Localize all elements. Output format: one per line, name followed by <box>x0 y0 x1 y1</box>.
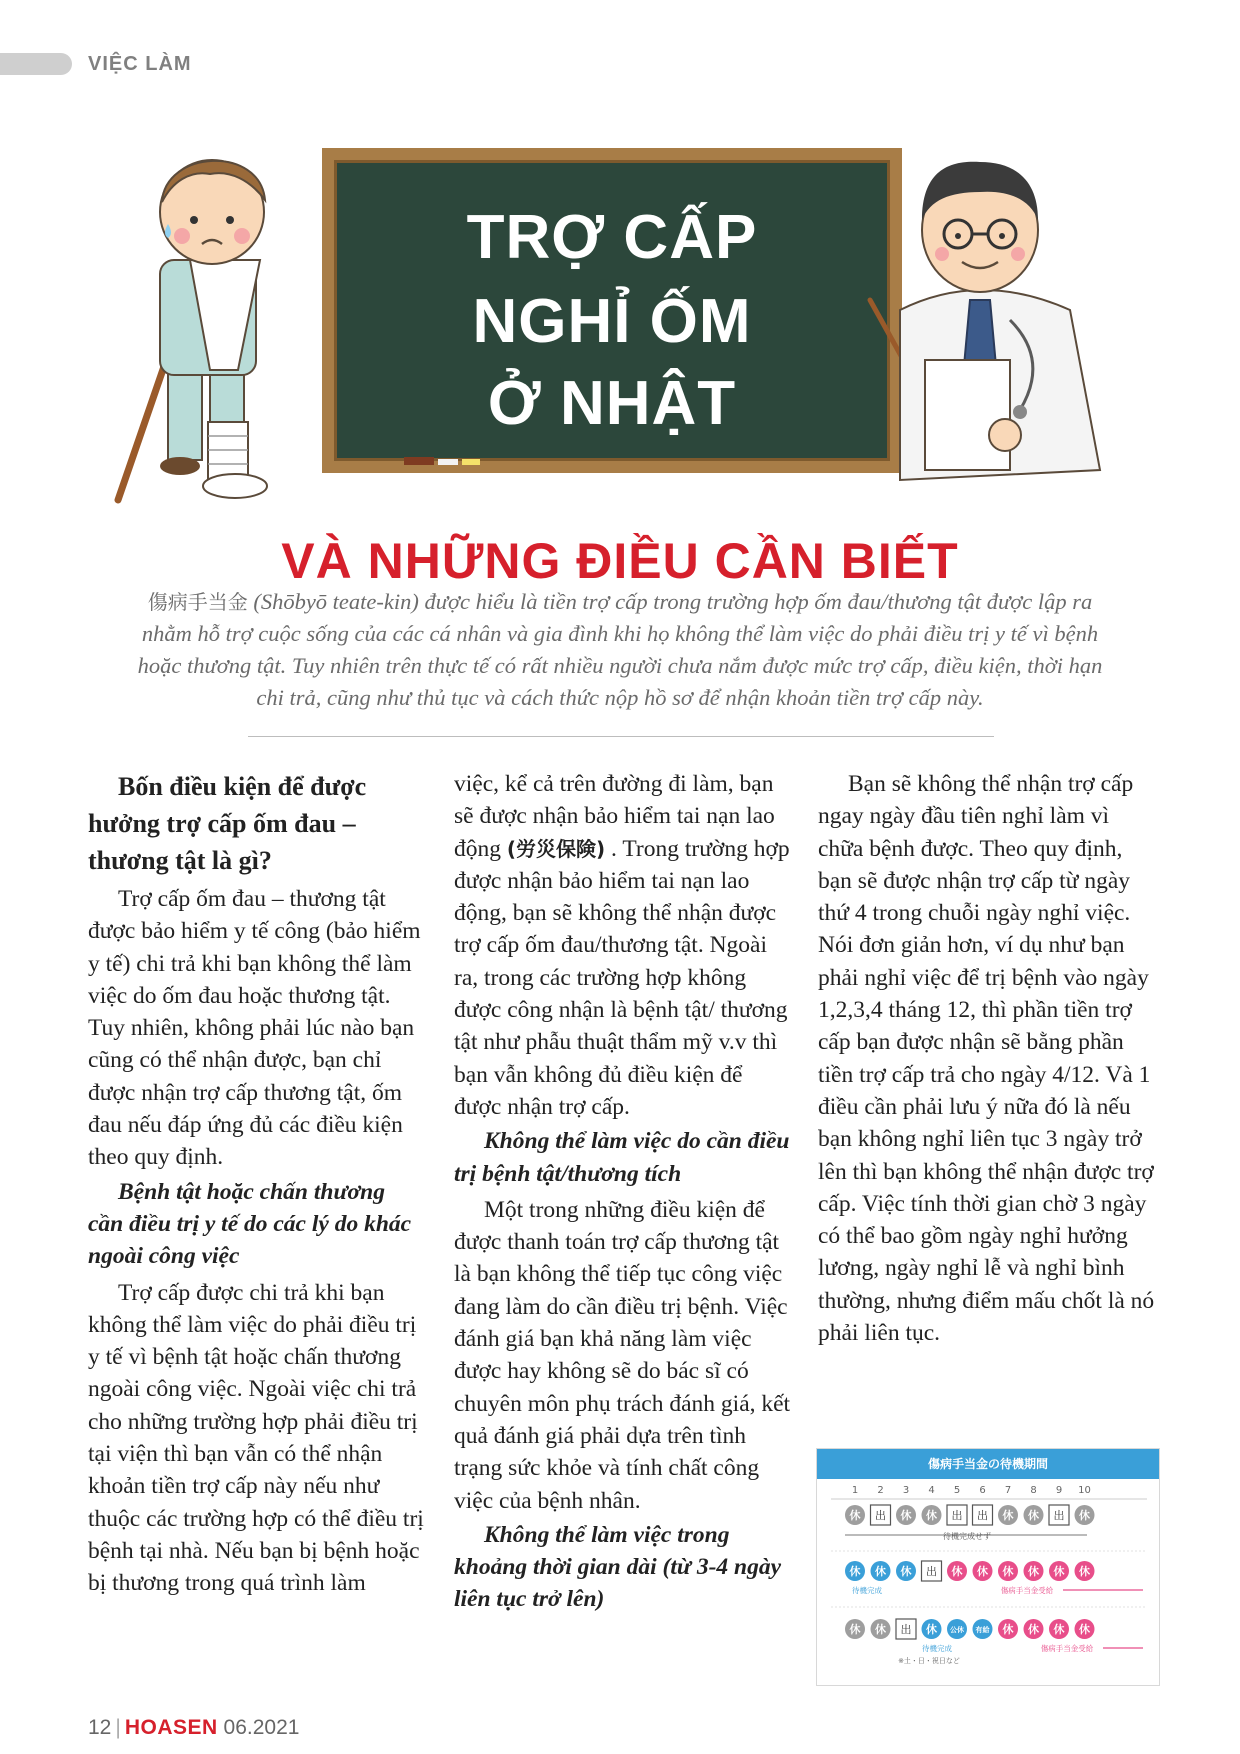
waiting-label: 待機完成 <box>852 1586 882 1595</box>
title-line-3: Ở NHẬT <box>487 369 737 438</box>
col1-subheading: Bệnh tật hoặc chấn thương cần điều trị y tế do các lý do khác ngoài công việc <box>88 1178 412 1270</box>
rest-day-label: 休 <box>1028 1565 1039 1578</box>
rest-day-label: 休 <box>926 1623 937 1636</box>
waiting-period-diagram <box>816 1448 1160 1686</box>
magazine-brand: HOASEN <box>124 1716 218 1739</box>
rest-day-label: 休 <box>1053 1623 1065 1636</box>
benefit-label: 傷病手当金受給 <box>1040 1644 1094 1653</box>
col2-paragraph-2: Một trong những điều kiện để được thanh toán trợ cấp thương tật là bạn không thể tiếp tục công việc đang làm do cần điều trị bệnh. Việc đánh giá bạn khả năng làm việc được hay không sẽ do bác sĩ có chuyên môn phụ trách đánh giá, kết quả đánh giá phải dựa trên tình trạng sức khỏe và tính chất công việc của bệnh nhân. <box>454 1196 791 1514</box>
day-label: 4 <box>928 1485 935 1496</box>
day-label: 3 <box>902 1485 910 1496</box>
injured-boy-illustration <box>110 140 310 510</box>
work-day-label: 出 <box>875 1509 886 1522</box>
rest-day-label: 有給 <box>975 1626 990 1634</box>
title-line-2: NGHỈ ỐM <box>472 287 752 356</box>
chalkboard <box>322 148 902 473</box>
col2-subheading-1: Không thể làm việc do cần điều trị bệnh tật/thương tích <box>454 1128 790 1187</box>
day-label: 1 <box>851 1485 859 1496</box>
section-heading: Bốn điều kiện để được hưởng trợ cấp ốm đau – thương tật là gì? <box>88 772 367 875</box>
day-label: 8 <box>1030 1485 1037 1496</box>
row-note: 待機完成せず <box>943 1532 991 1541</box>
column-2 <box>454 768 794 1620</box>
rest-day-label: 公休 <box>950 1626 964 1634</box>
work-day-label: 出 <box>926 1565 937 1578</box>
col2-subheading-2: Không thể làm việc trong khoảng thời gian dài (từ 3-4 ngày liên tục trở lên) <box>454 1521 782 1613</box>
rest-day-label: 休 <box>1028 1509 1039 1522</box>
diagram-footnote: ※土・日・祝日など <box>898 1657 960 1665</box>
page-footer <box>88 1716 299 1740</box>
rest-day-label: 休 <box>1002 1565 1014 1578</box>
rest-day-label: 休 <box>1079 1623 1090 1636</box>
rest-day-label: 休 <box>900 1565 912 1578</box>
rest-day-label: 休 <box>875 1565 886 1578</box>
day-label: 6 <box>979 1485 986 1496</box>
issue-date: 06.2021 <box>223 1716 300 1739</box>
column-1 <box>88 768 424 1600</box>
rest-day-label: 休 <box>1079 1565 1090 1578</box>
hero <box>110 140 1130 510</box>
section-tab <box>0 53 72 75</box>
footer-separator: | <box>115 1716 121 1739</box>
work-day-label: 出 <box>900 1623 912 1636</box>
col3-paragraph-1: Bạn sẽ không thể nhận trợ cấp ngay ngày đầu tiên nghỉ làm vì chữa bệnh được. Theo quy định, bạn sẽ được nhận trợ cấp từ ngày thứ 4 trong chuỗi ngày nghỉ việc. Nói đơn giản hơn, ví dụ như bạn phải nghỉ việc để trị bệnh vào ngày 1,2,3,4 tháng 12, thì phần tiền trợ cấp bạn được nhận sẽ bằng phần tiền trợ cấp trả cho ngày 4/12. Và 1 điều cần phải lưu ý nữa đó là nếu bạn không nghỉ liên tục 3 ngày trở lên thì bạn không thể nhận được trợ cấp. Việc tính thời gian chờ 3 ngày có thể bao gồm ngày nghỉ hưởng lương, ngày nghỉ lễ và nghỉ bình thường, nhưng điểm mấu chốt là nó phải liên tục. <box>818 771 1155 1347</box>
work-day-label: 出 <box>951 1509 963 1522</box>
intro-divider <box>248 736 994 737</box>
col2-jp-term: (労災保険) <box>506 836 606 861</box>
white-chalk <box>438 459 458 465</box>
intro-jp-term: 傷病手当金 <box>147 590 248 614</box>
rest-day-label: 休 <box>926 1509 937 1522</box>
rest-day-label: 休 <box>1079 1509 1090 1522</box>
col2-text-a: việc, kể cả trên đường đi làm, bạn sẽ được nhận bảo hiểm tai nạn lao động <box>454 771 775 862</box>
eraser <box>404 457 434 465</box>
page-number: 12 <box>88 1716 112 1739</box>
day-label: 10 <box>1078 1485 1091 1496</box>
chalk-ledge <box>374 455 484 465</box>
col1-paragraph-1: Trợ cấp ốm đau – thương tật được bảo hiểm y tế công (bảo hiểm y tế) chi trả khi bạn không thể làm việc do ốm đau hoặc thương tật. Tuy nhiên, không phải lúc nào bạn cũng có thể nhận được, bạn chỉ được nhận trợ cấp thương tật, ốm đau nếu đáp ứng đủ các điều kiện theo quy định. <box>88 886 421 1171</box>
rest-day-label: 休 <box>875 1623 886 1636</box>
rest-day-label: 休 <box>951 1565 963 1578</box>
rest-day-label: 休 <box>849 1565 861 1578</box>
rest-day-label: 休 <box>1002 1509 1014 1522</box>
yellow-chalk <box>462 459 480 465</box>
intro-paragraph <box>125 586 1115 714</box>
day-label: 5 <box>953 1485 961 1496</box>
day-label: 2 <box>877 1485 884 1496</box>
hero-subtitle: VÀ NHỮNG ĐIỀU CẦN BIẾT <box>281 533 959 589</box>
diagram-title: 傷病手当金の待機期間 <box>817 1449 1159 1479</box>
rest-day-label: 休 <box>900 1509 912 1522</box>
intro-text: được hiểu là tiền trợ cấp trong trường hợp ốm đau/thương tật được lập ra nhằm hỗ trợ cuộc sống của các cá nhân và gia đình khi họ không thể làm việc do phải điều trị y tế vì bệnh hoặc thương tật. Tuy nhiên trên thực tế có rất nhiều người chưa nắm được mức trợ cấp, điều kiện, thời hạn chi trả, cũng như thủ tục và cách thức nộp hồ sơ để nhận khoản tiền trợ cấp này. <box>137 589 1103 710</box>
col1-paragraph-2: Trợ cấp được chi trả khi bạn không thể làm việc do phải điều trị y tế vì bệnh tật hoặc chấn thương ngoài công việc. Ngoài việc chi trả cho những trường hợp phải điều trị tại viện thì bạn vẫn có thể nhận khoản tiền trợ cấp này nếu như thuộc các trường hợp có thể điều trị bệnh tại nhà. Nếu bạn bị bệnh hoặc bị thương trong quá trình làm <box>88 1279 424 1597</box>
title-line-1: TRỢ CẤP <box>466 203 758 272</box>
column-3 <box>818 768 1158 1349</box>
col2-paragraph-1 <box>454 768 794 1123</box>
diagram-graphic <box>817 1479 1159 1685</box>
rest-day-label: 休 <box>1053 1565 1065 1578</box>
rest-day-label: 休 <box>977 1565 988 1578</box>
rest-day-label: 休 <box>1028 1623 1039 1636</box>
rest-day-label: 休 <box>1002 1623 1014 1636</box>
work-day-label: 出 <box>977 1509 988 1522</box>
waiting-label: 待機完成 <box>922 1644 952 1653</box>
day-label: 7 <box>1004 1485 1012 1496</box>
rest-day-label: 休 <box>849 1509 861 1522</box>
intro-romaji: (Shōbyō teate-kin) <box>247 589 425 614</box>
rest-day-label: 休 <box>849 1623 861 1636</box>
day-label: 9 <box>1055 1485 1063 1496</box>
benefit-label: 傷病手当金受給 <box>1000 1586 1054 1595</box>
doctor-illustration <box>830 150 1130 500</box>
work-day-label: 出 <box>1053 1509 1065 1522</box>
col2-text-b: . Trong trường hợp được nhận bảo hiểm tai nạn lao động, bạn sẽ không thể nhận được trợ cấp ốm đau/thương tật. Ngoài ra, trong các trường hợp không được công nhận là bệnh tật/ thương tật như phẫu thuật thẩm mỹ v.v thì bạn vẫn không đủ điều kiện để được nhận trợ cấp. <box>454 835 790 1120</box>
section-label: VIỆC LÀM <box>88 53 192 75</box>
